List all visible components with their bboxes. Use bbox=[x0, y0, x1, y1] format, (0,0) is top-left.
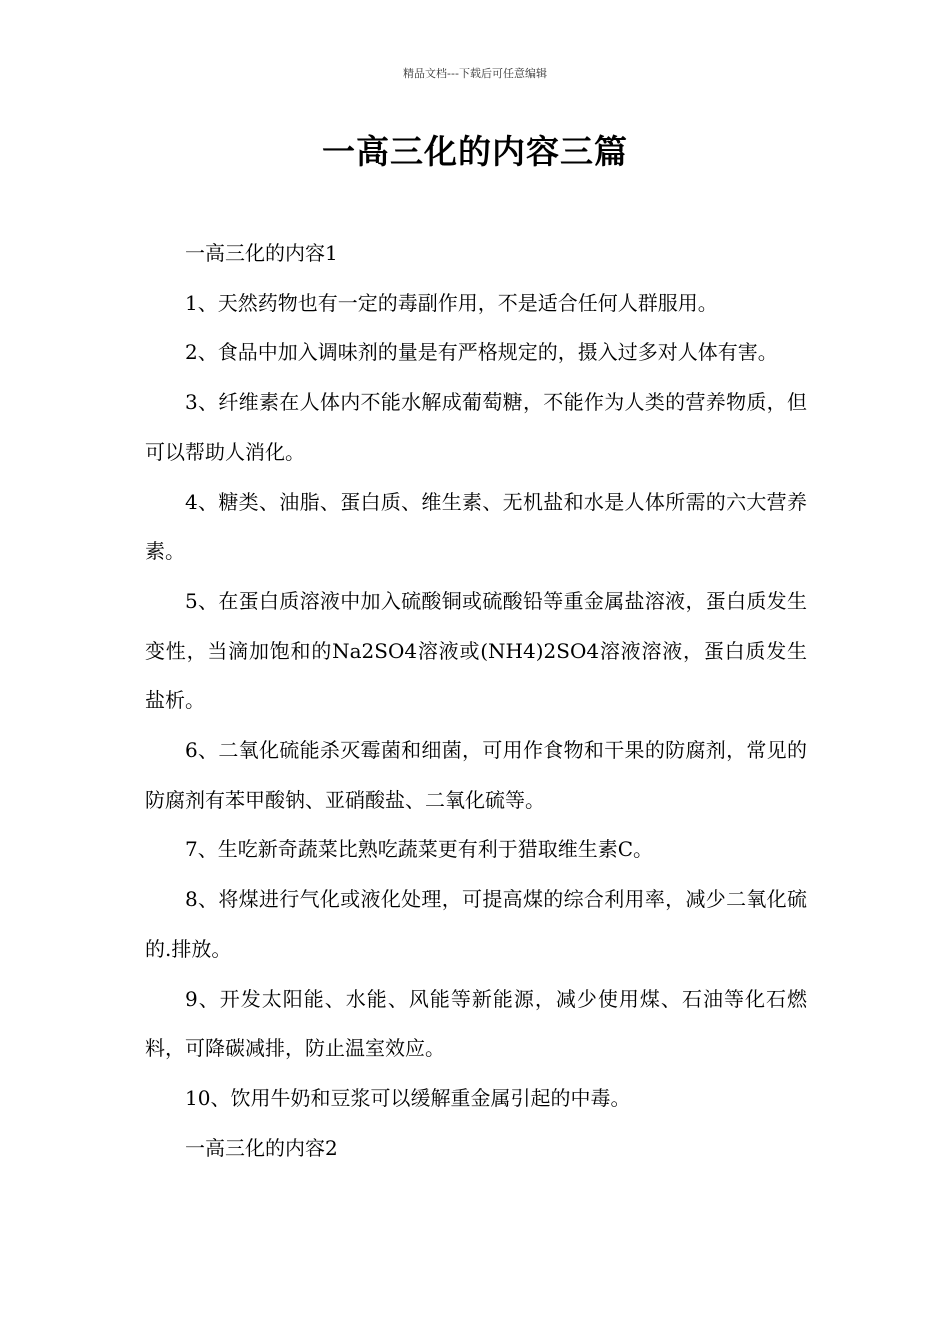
document-title: 一高三化的内容三篇 bbox=[322, 132, 628, 171]
section-heading-2: 一高三化的内容2 bbox=[185, 1135, 338, 1160]
paragraph-10: 10、饮用牛奶和豆浆可以缓解重金属引起的中毒。 bbox=[185, 1085, 631, 1110]
document-body bbox=[145, 229, 807, 1173]
paragraph-2: 2、食品中加入调味剂的量是有严格规定的，摄入过多对人体有害。 bbox=[185, 340, 778, 365]
paragraph-7: 7、生吃新奇蔬菜比熟吃蔬菜更有利于猎取维生素C。 bbox=[185, 837, 654, 862]
paragraph-3: 3、纤维素在人体内不能水解成葡萄糖，不能作为人类的营养物质，但可以帮助人消化。 bbox=[145, 390, 807, 464]
paragraph-6: 6、二氧化硫能杀灭霉菌和细菌，可用作食物和干果的防腐剂，常见的防腐剂有苯甲酸钠、亚硝酸盐、二氧化硫等。 bbox=[145, 738, 807, 812]
section-heading-1: 一高三化的内容1 bbox=[185, 241, 338, 265]
page-header: 精品文档---下载后可任意编辑 bbox=[403, 67, 547, 80]
paragraph-9: 9、开发太阳能、水能、风能等新能源，减少使用煤、石油等化石燃料，可降碳减排，防止温室效应。 bbox=[145, 986, 807, 1061]
paragraph-8: 8、将煤进行气化或液化处理，可提高煤的综合利用率，减少二氧化硫的.排放。 bbox=[145, 887, 807, 961]
paragraph-4: 4、糖类、油脂、蛋白质、维生素、无机盐和水是人体所需的六大营养素。 bbox=[145, 489, 807, 564]
paragraph-1: 1、天然药物也有一定的毒副作用，不是适合任何人群服用。 bbox=[185, 290, 718, 315]
paragraph-5: 5、在蛋白质溶液中加入硫酸铜或硫酸铅等重金属盐溶液，蛋白质发生变性，当滴加饱和的Na2SO4溶液或(NH4)2SO4溶液溶液，蛋白质发生盐析。 bbox=[145, 588, 807, 713]
